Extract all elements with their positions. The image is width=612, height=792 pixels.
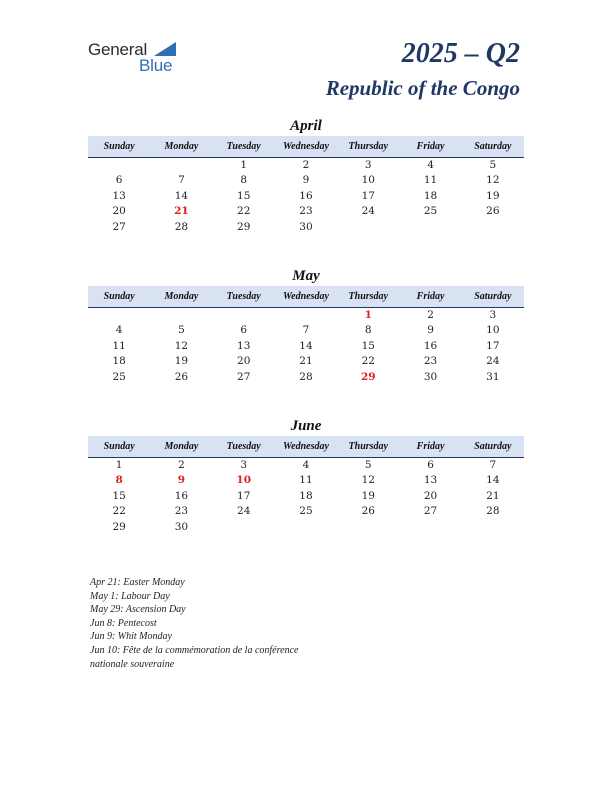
empty-cell [462, 520, 524, 535]
empty-cell [88, 158, 150, 173]
holiday-notes [90, 576, 298, 671]
day-cell: 4 [427, 159, 434, 171]
weekday-label: Sunday [103, 141, 135, 152]
week-row [88, 473, 524, 488]
week-row [88, 158, 524, 173]
day-cell: 15 [112, 489, 126, 502]
week-row [88, 370, 524, 385]
day-cell: 22 [112, 505, 126, 518]
week-row [88, 323, 524, 338]
day-cell: 30 [299, 220, 313, 233]
day-cell: 26 [486, 205, 500, 218]
holiday-note: Apr 21: Easter Monday [90, 577, 185, 588]
month-name: April [290, 118, 322, 134]
month-name: June [290, 418, 322, 434]
weekday-label: Sunday [103, 291, 135, 302]
day-cell: 2 [427, 309, 434, 321]
logo [88, 40, 188, 76]
empty-cell [213, 520, 275, 535]
day-cell: 15 [237, 189, 251, 202]
day-cell: 25 [299, 505, 313, 518]
holiday-note: May 29: Ascension Day [90, 604, 186, 616]
weekday-label: Tuesday [226, 441, 261, 452]
weekday-label: Friday [416, 141, 445, 152]
day-cell: 20 [112, 205, 126, 218]
holiday-day-cell: 21 [174, 205, 189, 218]
day-cell: 9 [302, 174, 310, 187]
weekday-label: Wednesday [283, 441, 329, 452]
weekday-label: Sunday [103, 441, 135, 452]
day-cell: 27 [423, 505, 438, 518]
empty-cell [399, 220, 461, 235]
weekday-label: Friday [416, 441, 445, 452]
day-cell: 5 [178, 324, 185, 337]
day-cell: 29 [112, 520, 126, 533]
empty-cell [399, 520, 461, 535]
week-row [88, 354, 524, 369]
weekday-header [88, 286, 524, 308]
day-cell: 18 [299, 489, 313, 502]
day-cell: 14 [174, 189, 189, 202]
day-cell: 24 [486, 355, 500, 368]
day-cell: 10 [361, 174, 375, 187]
day-cell: 25 [423, 205, 438, 218]
day-cell: 16 [423, 339, 438, 352]
holiday-note: Jun 10: Fête de la commémoration de la conférence [90, 644, 299, 656]
day-cell: 25 [112, 370, 126, 383]
day-cell: 18 [423, 189, 438, 202]
day-cell: 27 [237, 370, 251, 383]
day-cell: 1 [240, 159, 248, 171]
day-cell: 14 [299, 339, 313, 352]
day-cell: 13 [237, 339, 251, 352]
day-cell: 22 [361, 355, 375, 368]
day-cell: 7 [302, 324, 310, 337]
weekday-label: Friday [416, 291, 445, 302]
day-cell: 1 [115, 459, 123, 471]
weekday-label: Thursday [348, 441, 388, 452]
day-cell: 17 [486, 339, 500, 352]
weekday-label: Wednesday [283, 141, 329, 152]
empty-cell [462, 220, 524, 235]
weekday-header [88, 136, 524, 158]
holiday-day-cell: 8 [115, 474, 123, 487]
empty-cell [150, 158, 212, 173]
week-row [88, 220, 524, 235]
day-cell: 3 [489, 309, 497, 321]
page-title: 2025 – Q2 [401, 38, 520, 69]
holiday-day-cell: 29 [360, 370, 376, 383]
day-cell: 4 [115, 324, 123, 337]
day-cell: 26 [361, 505, 375, 518]
day-cell: 24 [237, 505, 251, 518]
month-name: May [292, 268, 320, 284]
day-cell: 26 [174, 370, 189, 383]
empty-cell [88, 308, 150, 323]
day-cell: 9 [427, 324, 434, 337]
day-cell: 21 [486, 489, 500, 502]
day-cell: 16 [299, 189, 313, 202]
day-cell: 19 [361, 489, 375, 502]
weekday-label: Saturday [474, 291, 512, 302]
day-cell: 19 [486, 189, 500, 202]
day-cell: 23 [174, 505, 189, 518]
day-cell: 12 [361, 474, 375, 487]
day-cell: 28 [299, 370, 313, 383]
empty-cell [275, 520, 337, 535]
day-cell: 12 [486, 174, 500, 187]
day-cell: 8 [364, 324, 372, 337]
day-cell: 3 [240, 459, 248, 471]
month-april [88, 116, 524, 235]
day-cell: 31 [486, 370, 500, 383]
month-may [88, 266, 524, 385]
month-june [88, 416, 524, 535]
day-cell: 29 [237, 220, 251, 233]
weekday-label: Wednesday [283, 291, 329, 302]
weekday-label: Thursday [348, 291, 388, 302]
day-cell: 30 [174, 520, 189, 533]
logo-blue-text: Blue [139, 56, 173, 75]
day-cell: 23 [299, 205, 313, 218]
day-cell: 10 [486, 324, 500, 337]
empty-cell [213, 308, 275, 323]
holiday-note: May 1: Labour Day [90, 590, 170, 602]
week-row [88, 339, 524, 354]
day-cell: 30 [423, 370, 438, 383]
day-cell: 6 [427, 459, 434, 471]
day-cell: 27 [112, 220, 126, 233]
empty-cell [275, 308, 337, 323]
holiday-note: nationale souveraine [90, 658, 175, 670]
day-cell: 24 [361, 205, 375, 218]
week-row [88, 489, 524, 504]
day-cell: 2 [302, 159, 310, 171]
day-cell: 2 [178, 459, 185, 471]
day-cell: 13 [112, 189, 126, 202]
day-cell: 21 [299, 355, 313, 368]
weekday-label: Tuesday [226, 141, 261, 152]
day-cell: 5 [364, 459, 372, 471]
day-cell: 20 [423, 489, 438, 502]
week-row [88, 520, 524, 535]
weekday-label: Monday [164, 291, 199, 302]
day-cell: 15 [361, 339, 375, 352]
empty-cell [337, 520, 399, 535]
day-cell: 11 [423, 174, 438, 187]
holiday-note: Jun 8: Pentecost [90, 617, 157, 629]
country-name: Republic of the Congo [325, 76, 520, 100]
holiday-day-cell: 1 [364, 309, 372, 321]
day-cell: 14 [486, 474, 500, 487]
weekday-label: Monday [164, 441, 199, 452]
day-cell: 5 [489, 159, 497, 171]
day-cell: 6 [115, 174, 123, 187]
weekday-label: Saturday [474, 441, 512, 452]
day-cell: 28 [174, 220, 189, 233]
day-cell: 11 [112, 339, 126, 352]
weekday-header [88, 436, 524, 458]
day-cell: 23 [423, 355, 438, 368]
day-cell: 3 [364, 159, 372, 171]
holiday-note: Jun 9: Whit Monday [90, 631, 172, 643]
day-cell: 20 [237, 355, 251, 368]
day-cell: 8 [240, 174, 248, 187]
weekday-label: Tuesday [226, 291, 261, 302]
day-cell: 16 [174, 489, 189, 502]
day-cell: 11 [299, 474, 313, 487]
empty-cell [150, 308, 212, 323]
logo-triangle-icon [154, 42, 176, 56]
week-row [88, 504, 524, 519]
day-cell: 7 [178, 174, 185, 187]
day-cell: 7 [489, 459, 497, 471]
empty-cell [337, 220, 399, 235]
week-row [88, 173, 524, 188]
holiday-day-cell: 10 [236, 474, 252, 487]
day-cell: 18 [112, 355, 126, 368]
week-row [88, 189, 524, 204]
day-cell: 22 [237, 205, 251, 218]
day-cell: 19 [174, 355, 189, 368]
day-cell: 13 [423, 474, 438, 487]
day-cell: 12 [174, 339, 189, 352]
holiday-day-cell: 9 [177, 474, 186, 487]
day-cell: 4 [302, 459, 310, 471]
day-cell: 6 [240, 324, 248, 337]
week-row [88, 204, 524, 219]
weekday-label: Monday [164, 141, 199, 152]
day-cell: 17 [361, 189, 375, 202]
week-row [88, 308, 524, 323]
weekday-label: Saturday [474, 141, 512, 152]
day-cell: 17 [237, 489, 251, 502]
week-row [88, 458, 524, 473]
day-cell: 28 [486, 505, 500, 518]
weekday-label: Thursday [348, 141, 388, 152]
logo-general-text: General [88, 40, 148, 59]
